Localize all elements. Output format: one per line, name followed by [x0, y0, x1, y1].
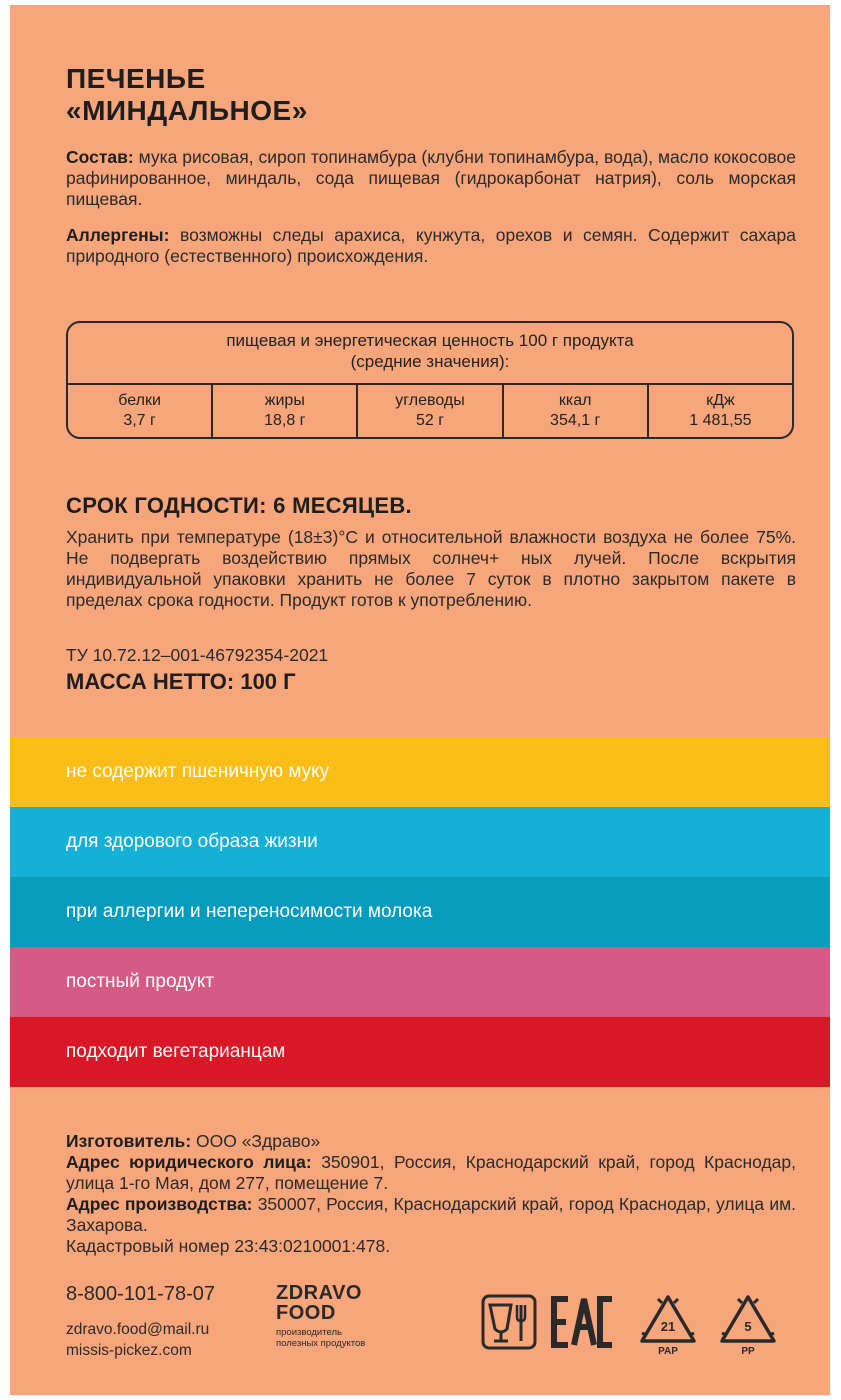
feature-band-no-wheat: не содержит пшеничную муку	[10, 737, 830, 807]
email: zdravo.food@mail.ru	[66, 1321, 210, 1338]
feature-band-healthy: для здорового образа жизни	[10, 807, 830, 877]
composition-label: Состав:	[66, 147, 134, 167]
nutrition-name: ккал	[558, 392, 592, 409]
brand-tagline	[276, 1327, 365, 1349]
brand-name-line2: FOOD	[276, 1302, 336, 1324]
nutrition-cell-kcal	[504, 385, 649, 439]
nutrition-name: жиры	[264, 392, 305, 409]
nutrition-value: 354,1 г	[550, 412, 601, 429]
eac-mark-icon	[550, 1293, 616, 1351]
nutrition-value: 3,7 г	[123, 412, 156, 429]
phone-number: 8-800-101-78-07	[66, 1283, 215, 1305]
nutrition-value: 18,8 г	[264, 412, 306, 429]
tech-spec-code: ТУ 10.72.12–001-46792354-2021	[66, 645, 329, 665]
brand-name-line1: ZDRAVO	[276, 1282, 362, 1304]
nutrition-header	[68, 323, 792, 385]
recycle-pp-label: PP	[741, 1346, 755, 1357]
brand-tagline-line2: полезных продуктов	[276, 1338, 366, 1349]
food-contact-icon	[480, 1293, 538, 1351]
maker-label: Изготовитель:	[66, 1131, 192, 1151]
product-title	[66, 63, 796, 127]
nutrition-name: кДж	[706, 392, 735, 409]
nutrition-cell-protein	[68, 385, 213, 439]
maker-text: ООО «Здраво»	[191, 1131, 321, 1151]
product-title-line2: «МИНДАЛЬНОЕ»	[66, 95, 308, 126]
nutrition-cell-fat	[213, 385, 358, 439]
legal-label: Адрес юридического лица:	[66, 1152, 312, 1172]
feature-band-milk-allergy: при аллергии и непереносимости молока	[10, 877, 830, 947]
package-panel	[10, 5, 830, 1395]
production-address	[66, 1194, 796, 1236]
recycle-pap-icon	[636, 1291, 700, 1357]
nutrition-header-line1: пищевая и энергетическая ценность 100 г продукта	[226, 331, 634, 350]
nutrition-table	[66, 321, 794, 439]
nutrition-name: белки	[118, 392, 161, 409]
feature-band-vegetarian: подходит вегетарианцам	[10, 1017, 830, 1087]
recycle-pp-icon	[716, 1291, 780, 1357]
nutrition-row	[68, 385, 792, 439]
shelf-life-heading: СРОК ГОДНОСТИ: 6 МЕСЯЦЕВ.	[66, 493, 412, 518]
composition	[66, 147, 796, 210]
nutrition-header-line2: (средние значения):	[350, 352, 510, 371]
recycle-pap-label: PAP	[658, 1346, 678, 1357]
net-weight: МАССА НЕТТО: 100 Г	[66, 669, 296, 694]
recycle-pap-number: 21	[660, 1319, 676, 1334]
website: missis-pickez.com	[66, 1342, 192, 1359]
feature-band-lenten: постный продукт	[10, 947, 830, 1017]
product-title-line1: ПЕЧЕНЬЕ	[66, 63, 206, 94]
legal-text: 350901, Россия, Краснодарский край, город Краснодар, улица 1-го Мая, дом 277, помещение 7.	[66, 1152, 797, 1193]
cadastral-number: Кадастровый номер 23:43:0210001:478.	[66, 1236, 391, 1256]
maker-line	[66, 1131, 796, 1152]
nutrition-cell-carbs	[358, 385, 503, 439]
brand-tagline-line1: производитель	[276, 1327, 342, 1338]
allergens-label: Аллергены:	[66, 225, 170, 245]
contacts-web	[66, 1319, 209, 1361]
nutrition-value: 1 481,55	[689, 412, 752, 429]
nutrition-value: 52 г	[415, 412, 445, 429]
legal-address	[66, 1152, 796, 1194]
nutrition-name: углеводы	[395, 392, 465, 409]
prod-text: 350007, Россия, Краснодарский край, город Краснодар, улица им. Захарова.	[66, 1194, 796, 1235]
manufacturer-info	[66, 1131, 796, 1257]
composition-text: мука рисовая, сироп топинамбура (клубни топинамбура, вода), масло кокосовое рафинированное, миндаль, сода пищевая (гидрокарбонат натрия), соль морская пищевая.	[66, 147, 796, 209]
storage-conditions: Хранить при температуре (18±3)°С и относительной влажности воздуха не более 75%. Не подвергать воздействию прямых солнеч+ ных лучей. После вскрытия индивидуальной упаковки хранить не более 7 суток в плотно закрытом пакете в пределах срока годности. Продукт готов к употреблению.	[66, 527, 796, 610]
prod-label: Адрес производства:	[66, 1194, 253, 1214]
brand-logo	[276, 1283, 365, 1349]
nutrition-cell-kj	[649, 385, 792, 439]
allergens	[66, 225, 796, 267]
recycle-pp-number: 5	[744, 1319, 752, 1334]
allergens-text: возможны следы арахиса, кунжута, орехов и семян. Содержит сахара природного (естественного) происхождения.	[66, 225, 796, 266]
